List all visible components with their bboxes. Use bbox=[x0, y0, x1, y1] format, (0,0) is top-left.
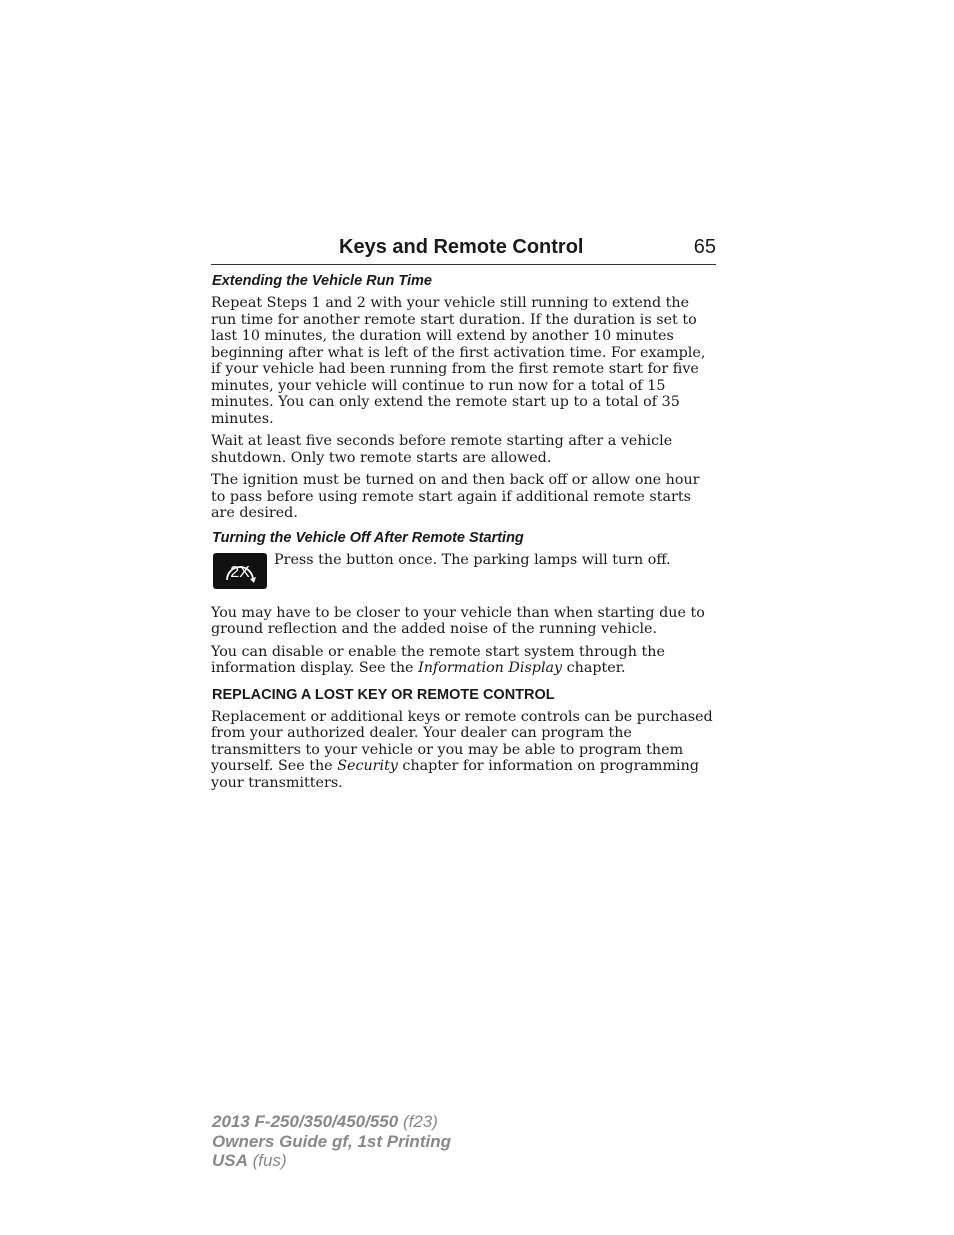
paragraph: You may have to be closer to your vehicle than when starting due to ground reflection and the added noise of the running vehicle. bbox=[211, 604, 705, 637]
footer-model-line: 2013 F-250/350/450/550 (f23) bbox=[212, 1112, 438, 1131]
icon-instruction-row bbox=[211, 552, 716, 589]
manual-page bbox=[211, 228, 716, 797]
section-title-extending-run-time: Extending the Vehicle Run Time bbox=[212, 273, 432, 289]
paragraph: Replacement or additional keys or remote controls can be purchased from your authorized dealer. Your dealer can program the transmitters to your vehicle or you may be able to program them yourself. See the Security chapter for information on programming your transmitters. bbox=[211, 708, 713, 791]
chapter-reference-security: Security bbox=[337, 758, 398, 774]
section-title-turning-vehicle-off: Turning the Vehicle Off After Remote Starting bbox=[212, 529, 524, 546]
footer-edition-line: Owners Guide gf, 1st Printing bbox=[212, 1131, 451, 1151]
paragraph: The ignition must be turned on and then back off or allow one hour to pass before using remote start again if additional remote starts are desired. bbox=[211, 472, 700, 521]
page-number: 65 bbox=[693, 236, 716, 258]
page-footer bbox=[212, 1112, 451, 1171]
paragraph: Repeat Steps 1 and 2 with your vehicle still running to extend the run time for another remote start duration. If the duration is set to last 10 minutes, the duration will extend by another 10 minutes beginning after what is left of the first activation time. For example, if your vehicle had been running from the first remote start for five minutes, your vehicle will continue to run now for a total of 15 minutes. You can only extend the remote start up to a total of 35 minutes. bbox=[211, 295, 706, 427]
footer-market-line: USA (fus) bbox=[212, 1151, 287, 1170]
svg-text:2X: 2X bbox=[230, 563, 250, 581]
paragraph: Wait at least five seconds before remote starting after a vehicle shutdown. Only two remote starts are allowed. bbox=[211, 433, 673, 466]
section-heading-replacing-lost-key: REPLACING A LOST KEY OR REMOTE CONTROL bbox=[212, 686, 555, 703]
remote-start-2x-icon bbox=[213, 553, 267, 589]
chapter-title: Keys and Remote Control bbox=[339, 236, 584, 258]
icon-instruction-text: Press the button once. The parking lamps will turn off. bbox=[274, 551, 671, 568]
paragraph: You can disable or enable the remote start system through the information display. See the Information Display chapter. bbox=[211, 643, 665, 676]
chapter-reference-information-display: Information Display bbox=[418, 660, 563, 676]
page-header bbox=[211, 228, 716, 265]
